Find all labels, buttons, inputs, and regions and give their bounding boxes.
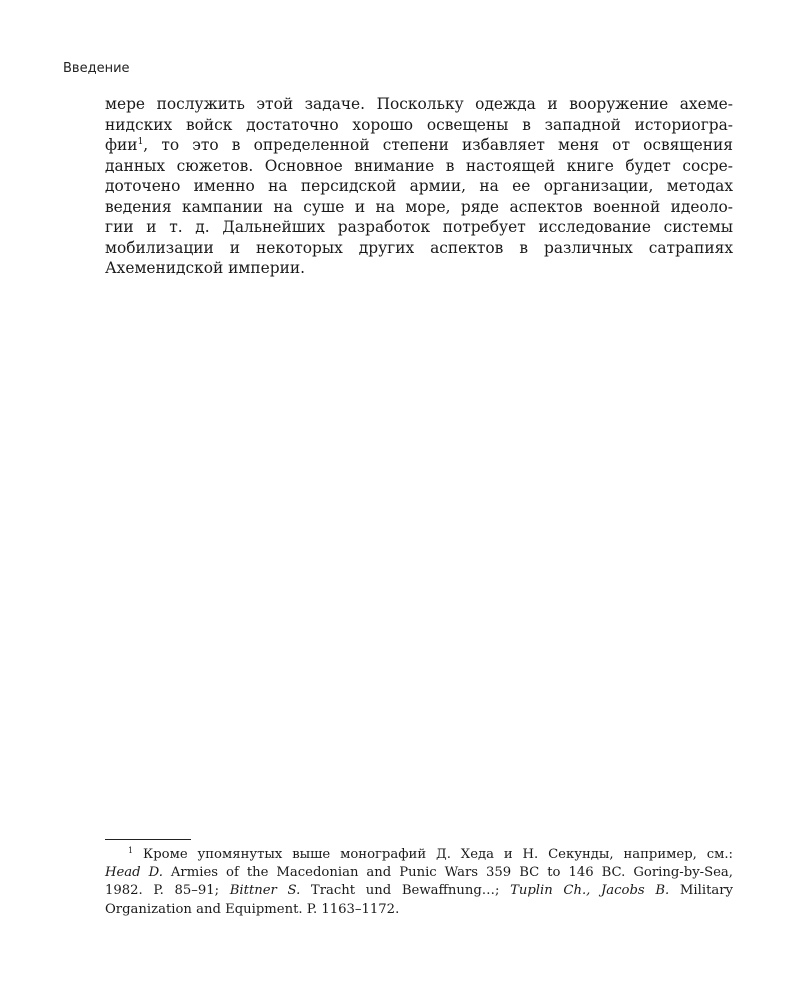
text-line: ведения кампании на суше и на море, ряде аспектов военной идеоло-	[105, 197, 733, 216]
footnote	[105, 846, 733, 919]
text-line: нидских войск достаточно хорошо освещены в западной историогра-	[105, 115, 733, 134]
footnote-line	[105, 846, 733, 864]
text-fragment: Кроме упомянутых выше монографий Д. Хеда и Н. Секунды, например, см.:	[142, 847, 733, 862]
running-head: Введение	[63, 61, 130, 76]
text-fragment: 1982. P. 85–91;	[105, 883, 230, 899]
footnote-line	[105, 864, 733, 882]
text-line: мобилизации и некоторых других аспектов в различных сатрапиях	[105, 238, 733, 257]
text-line: Ахеменидской империи.	[105, 259, 306, 277]
body-paragraph	[105, 94, 733, 279]
text-fragment: фии	[105, 136, 138, 154]
text-line: доточено именно на персидской армии, на ее организации, методах	[105, 177, 733, 195]
text-line: гии и т. д. Дальнейших разработок потребует исследование системы	[105, 218, 733, 236]
footnote-line	[105, 882, 733, 900]
text-fragment: Military	[669, 883, 733, 899]
footnote-separator	[105, 839, 191, 840]
text-line: данных сюжетов. Основное внимание в настоящей книге будет сосре-	[105, 156, 733, 175]
text-fragment: Armies of the Macedonian and Punic Wars 359 BC to 146 BC. Goring-by-Sea,	[162, 865, 733, 881]
text-fragment: , то это в определенной степени избавляет меня от освящения	[143, 136, 733, 154]
text-fragment: Tracht und Bewaffnung…;	[300, 883, 511, 899]
text-line: мере послужить этой задаче. Поскольку одежда и вооружение ахеме-	[105, 95, 733, 113]
author-name: Bittner S.	[229, 883, 301, 899]
footnote-reference[interactable]: 1	[137, 137, 144, 147]
author-name: Tuplin Ch., Jacobs B.	[510, 883, 670, 899]
text-line	[105, 135, 733, 156]
author-name: Head D.	[105, 865, 163, 881]
footnote-number: 1	[128, 846, 134, 855]
footnote-line: Organization and Equipment. P. 1163–1172.	[105, 901, 400, 917]
